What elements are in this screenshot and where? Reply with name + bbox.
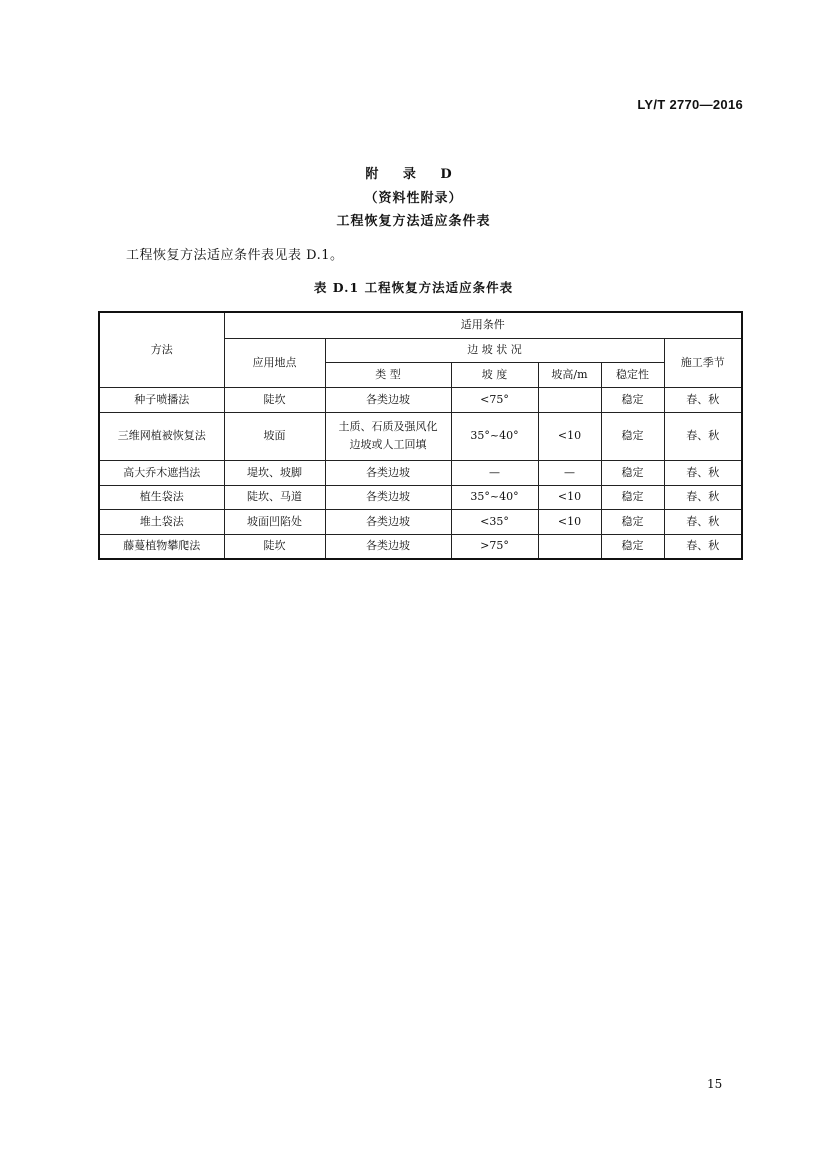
header-method: 方法 — [99, 312, 224, 387]
cell-type: 各类边坡 — [325, 485, 451, 509]
cell-stability: 稳定 — [601, 509, 664, 534]
cell-height: <10 — [538, 485, 601, 509]
cell-method: 植生袋法 — [99, 485, 224, 509]
cell-stability: 稳定 — [601, 460, 664, 485]
cell-gradient: 35°~40° — [451, 485, 538, 509]
cell-stability: 稳定 — [601, 412, 664, 460]
table-row — [99, 412, 742, 460]
table-caption: 表 D.1 工程恢复方法适应条件表 — [313, 280, 514, 295]
cell-height: <10 — [538, 412, 601, 460]
cell-type: 土质、石质及强风化边坡或人工回填 — [325, 412, 451, 460]
cell-gradient: >75° — [451, 534, 538, 559]
cell-height: <10 — [538, 509, 601, 534]
cell-gradient: 35°~40° — [451, 412, 538, 460]
cell-season: 春、秋 — [664, 412, 742, 460]
standard-code: LY/T 2770—2016 — [637, 97, 743, 112]
table-row — [99, 387, 742, 412]
cell-height — [538, 387, 601, 412]
cell-location: 堤坎、坡脚 — [224, 460, 325, 485]
cell-location: 坡面 — [224, 412, 325, 460]
cell-method: 藤蔓植物攀爬法 — [99, 534, 224, 559]
cell-season: 春、秋 — [664, 534, 742, 559]
cell-height — [538, 534, 601, 559]
cell-stability: 稳定 — [601, 387, 664, 412]
cell-location: 坡面凹陷处 — [224, 509, 325, 534]
header-stability: 稳定性 — [601, 362, 664, 387]
header-conditions: 适用条件 — [224, 312, 742, 338]
cell-location: 陡坎 — [224, 534, 325, 559]
appendix-label: 附 录 D — [365, 167, 462, 182]
cell-season: 春、秋 — [664, 387, 742, 412]
cell-season: 春、秋 — [664, 509, 742, 534]
cell-method: 堆土袋法 — [99, 509, 224, 534]
cell-method: 高大乔木遮挡法 — [99, 460, 224, 485]
table-row — [99, 460, 742, 485]
page-number: 15 — [707, 1077, 723, 1091]
header-slope-status: 边 坡 状 况 — [325, 338, 664, 362]
header-gradient: 坡 度 — [451, 362, 538, 387]
cell-type: 各类边坡 — [325, 534, 451, 559]
cell-season: 春、秋 — [664, 485, 742, 509]
cell-location: 陡坎、马道 — [224, 485, 325, 509]
cell-season: 春、秋 — [664, 460, 742, 485]
cell-type: 各类边坡 — [325, 387, 451, 412]
cell-location: 陡坎 — [224, 387, 325, 412]
header-row-1 — [99, 312, 742, 338]
cell-stability: 稳定 — [601, 485, 664, 509]
appendix-title: 工程恢复方法适应条件表 — [336, 214, 491, 229]
cell-method: 三维网植被恢复法 — [99, 412, 224, 460]
cell-gradient: <75° — [451, 387, 538, 412]
table-row — [99, 509, 742, 534]
conditions-table — [98, 311, 743, 560]
cell-stability: 稳定 — [601, 534, 664, 559]
table-row — [99, 485, 742, 509]
appendix-note: （资料性附录） — [364, 191, 463, 206]
table-row — [99, 534, 742, 559]
intro-paragraph: 工程恢复方法适应条件表见表 D.1。 — [126, 248, 344, 263]
header-type: 类 型 — [325, 362, 451, 387]
header-location: 应用地点 — [224, 338, 325, 387]
header-season: 施工季节 — [664, 338, 742, 387]
cell-gradient: <35° — [451, 509, 538, 534]
cell-type: 各类边坡 — [325, 460, 451, 485]
header-height: 坡高/m — [538, 362, 601, 387]
cell-gradient: — — [451, 460, 538, 485]
cell-method: 种子喷播法 — [99, 387, 224, 412]
cell-type: 各类边坡 — [325, 509, 451, 534]
cell-height: — — [538, 460, 601, 485]
